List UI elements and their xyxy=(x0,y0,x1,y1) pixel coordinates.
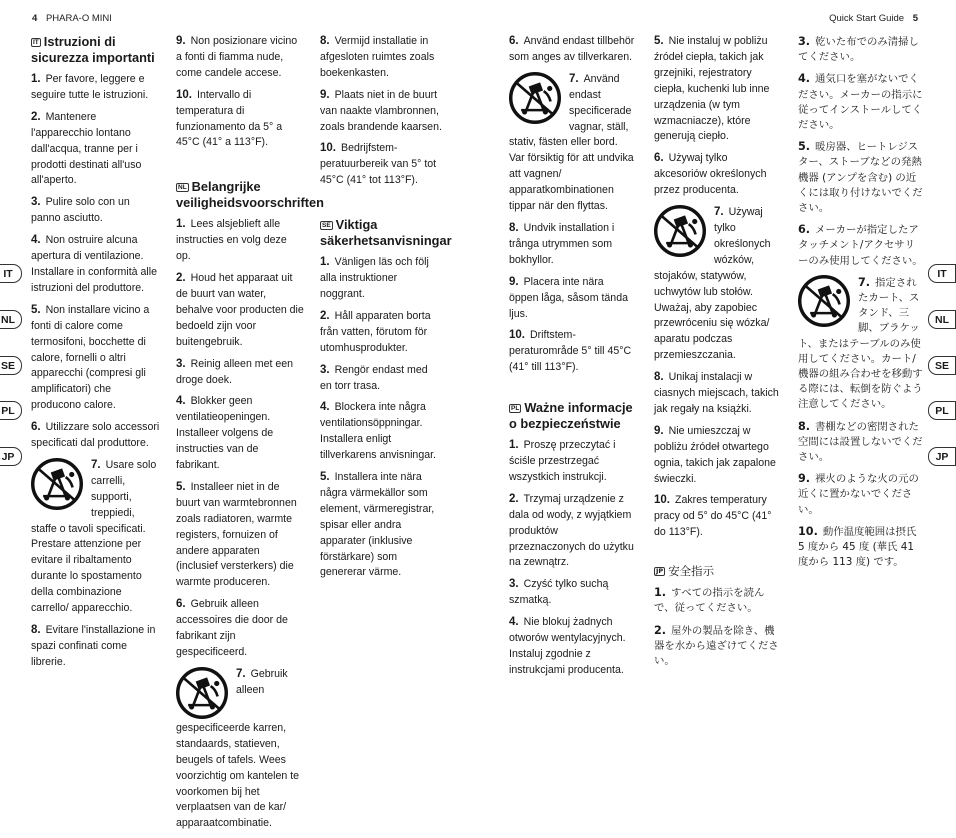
pl-item-9: 9. Nie umieszczaj w pobliżu źródeł otwartego ognia, takich jak zapalone świeczki. xyxy=(654,424,776,485)
left-page-header xyxy=(32,13,112,24)
nl-item-7a: 7. Gebruik alleen gespecificeerde karren, standaards, statieven, beugels of tafels. Wees voorzichtig om kantelen te voorkomen bij het verplaatsen van de kar/ apparaatcombinatie. xyxy=(176,667,300,830)
pl-item-3: 3. Czyść tylko suchą szmatką. xyxy=(509,578,609,607)
nl-item-1: 1. Lees alsjeblieft alle instructies en volg deze op. xyxy=(176,218,287,263)
nl-item-4: 4. Blokker geen ventilatieopeningen. Installeer volgens de instructies van de fabrikant. xyxy=(176,395,274,472)
lang-tag-it: IT xyxy=(33,39,39,46)
se-item-4: 4. Blockera inte några ventilationsöppningar. Installera enligt tillverkarens anvisningar. xyxy=(320,401,436,462)
se-item-8: 8. Undvik installation i trånga utrymmen som bokhyllor. xyxy=(509,221,615,266)
jp-item-9: 9. 裸火のような火の元の近くに置かないでください。 xyxy=(798,472,919,516)
it-item-5: 5. Non installare vicino a fonti di calore come termosifoni, bocchette di calore, fornelli o altri apparecchi (compresi gli amplificatori) che producono calore. xyxy=(31,303,150,412)
se-item-2: 2. Håll apparaten borta från vatten, förutom för utomhusprodukter. xyxy=(320,309,431,354)
lang-tag-se: SE xyxy=(322,222,331,230)
it-item-2: 2. Mantenere l'apparecchio lontano dall'acqua, tranne per i prodotti destinati all'uso all'aperto. xyxy=(31,110,142,187)
cart-tip-over-warning-icon xyxy=(176,667,228,719)
column-1 xyxy=(31,34,161,677)
section-title-se: SE Viktiga säkerhetsanvisningar xyxy=(320,217,452,249)
column-4 xyxy=(509,34,635,685)
right-page-number: 5 xyxy=(912,13,918,24)
side-tab-jp-right: JP xyxy=(928,447,956,466)
jp-item-4: 4. 通気口を塞がないでください。メーカーの指示に従ってインストールしてください。 xyxy=(798,72,923,132)
nl-item-10: 10. Bedrijfstem-peratuurbereik van 5° tot 45°C (41° tot 113°F). xyxy=(320,142,437,187)
jp-item-1: 1. すべての指示を読んで、従ってください。 xyxy=(654,586,765,615)
side-tab-it-right: IT xyxy=(928,264,956,283)
jp-item-3: 3. 乾いた布でのみ清掃してください。 xyxy=(798,35,919,64)
nl-item-8: 8. Vermijd installatie in afgesloten ruimtes zoals boekenkasten. xyxy=(320,35,435,79)
it-item-4: 4. Non ostruire alcuna apertura di ventilazione. Installare in conformità alle istruzioni del produttore. xyxy=(31,234,158,294)
jp-item-7: 7. 指定されたカート、スタンド、三脚、ブラケット、またはテーブルのみ使用してください。カート/機器の組み合わせを移動する際には、転倒を防ぐよう注意してください。 xyxy=(798,275,923,411)
section-title-jp: JP 安全指示 xyxy=(656,564,715,579)
section-title-it: IT Istruzioni di sicurezza importanti xyxy=(31,34,155,65)
nl-item-9: 9. Plaats niet in de buurt van naakte vlambronnen, zoals brandende kaarsen. xyxy=(320,88,442,133)
se-item-9: 9. Placera inte nära öppen låga, såsom tända ljus. xyxy=(509,275,628,320)
jp-item-5: 5. 暖房器、ヒートレジスター、ストーブなどの発熱機器 (アンプを含む) の近くには取り付けないでください。 xyxy=(798,140,923,215)
jp-item-10: 10. 動作温度範囲は摂氏 5 度から 45 度 (華氏 41 度から 113 度) です。 xyxy=(798,524,917,569)
column-6 xyxy=(798,34,924,577)
section-title-pl: PL Ważne informacje o bezpieczeństwie xyxy=(509,400,633,432)
side-tab-nl: NL xyxy=(0,310,22,329)
it-item-9: 9. Non posizionare vicino a fonti di fiamma nude, come candele accese. xyxy=(176,35,298,79)
lang-tag-jp: JP xyxy=(656,567,664,576)
right-page-header xyxy=(829,13,918,24)
column-2 xyxy=(176,34,324,838)
pl-item-7: 7. Używaj tylko określonych wózków, stojaków, statywów, uchwytów lub stołów. Uważaj, aby zapobiec przewróceniu się wózka/ aparatu podczas przemieszczania. xyxy=(654,206,771,362)
it-item-10: 10. Intervallo di temperatura di funzionamento da 5° a 45°C (41° a 113°F). xyxy=(176,88,283,149)
side-tab-it: IT xyxy=(0,264,22,283)
left-page-number: 4 xyxy=(32,13,38,24)
pl-item-10: 10. Zakres temperatury pracy od 5° do 45°C (41° do 113°F). xyxy=(654,494,772,539)
it-item-3: 3. Pulire solo con un panno asciutto. xyxy=(31,196,130,225)
side-tab-se-right: SE xyxy=(928,356,956,375)
se-item-1: 1. Vänligen läs och följ alla instruktioner noggrant. xyxy=(320,256,429,300)
side-tab-jp: JP xyxy=(0,447,22,466)
pl-item-6: 6. Używaj tylko akcesoriów określonych przez producenta. xyxy=(654,152,767,197)
column-5 xyxy=(654,34,781,675)
cart-tip-over-warning-icon xyxy=(31,458,83,510)
it-item-7: 7. Usare solo carrelli, supporti, treppiedi, staffe o tavoli specificati. Prestare attenzione per evitare il ribaltamento durante lo spostamento della combinazione carrello/ apparecchio. xyxy=(31,458,157,615)
right-page-title: Quick Start Guide xyxy=(829,13,905,24)
lang-tag-pl: PL xyxy=(511,405,520,413)
side-tab-nl-right: NL xyxy=(928,310,956,329)
cart-tip-over-warning-icon xyxy=(509,72,561,124)
se-item-10: 10. Driftstem-peraturområde 5° till 45°C (41° till 113°F). xyxy=(509,329,632,374)
side-tab-pl-right: PL xyxy=(928,401,956,420)
it-item-8: 8. Evitare l'installazione in spazi confinati come librerie. xyxy=(31,624,156,668)
cart-tip-over-warning-icon xyxy=(798,275,850,327)
side-tab-pl: PL xyxy=(0,401,22,420)
lang-tag-nl: NL xyxy=(178,184,187,192)
se-item-6: 6. Använd endast tillbehör som anges av tillverkaren. xyxy=(509,35,635,63)
jp-item-6: 6. メーカーが指定したアタッチメント/アクセサリーのみ使用してください。 xyxy=(798,223,923,267)
pl-item-8: 8. Unikaj instalacji w ciasnych miejscach, takich jak regały na książki. xyxy=(654,371,779,415)
column-3 xyxy=(320,34,452,587)
it-item-1: 1. Per favore, leggere e seguire tutte le istruzioni. xyxy=(31,73,149,101)
nl-item-5: 5. Installeer niet in de buurt van warmtebronnen zoals radiatoren, warmte registers, fornuizen of andere apparaten (inclusief versterkers) die warmte produceren. xyxy=(176,480,297,589)
side-tab-se: SE xyxy=(0,356,22,375)
pl-item-5: 5. Nie instaluj w pobliżu źródeł ciepła, takich jak grzejniki, rejestratory ciepła, kuchenki lub inne urządzenia (w tym wzmacniacze), które generują ciepło. xyxy=(654,35,770,143)
pl-item-4: 4. Nie blokuj żadnych otworów wentylacyjnych. Instaluj zgodnie z instrukcjami producenta. xyxy=(509,616,626,676)
nl-item-6: 6. Gebruik alleen accessoires die door de fabrikant zijn gespecificeerd. xyxy=(176,598,288,658)
se-item-3: 3. Rengör endast med en torr trasa. xyxy=(320,363,428,392)
jp-item-8: 8. 書棚などの密閉された空間には設置しないでください。 xyxy=(798,419,923,464)
cart-tip-over-warning-icon xyxy=(654,205,706,257)
nl-item-2: 2. Houd het apparaat uit de buurt van water, behalve voor producten die bedoeld zijn voor buitengebruik. xyxy=(176,272,304,348)
left-page-title: PHARA-O MINI xyxy=(45,13,112,24)
nl-item-3: 3. Reinig alleen met een droge doek. xyxy=(176,357,294,386)
section-title-nl: NL Belangrijke veiligheidsvoorschriften xyxy=(176,179,324,211)
se-item-7: 7. Använd endast specificerade vagnar, ställ, stativ, fästen eller bord. Var försiktig för att undvika att vagnen/ apparatkombinationen tippar när den flyttas. xyxy=(509,72,634,213)
jp-item-2: 2. 屋外の製品を除き、機器を水から遠ざけてください。 xyxy=(654,623,779,667)
it-item-6: 6. Utilizzare solo accessori specificati dal produttore. xyxy=(31,421,160,450)
se-item-5: 5. Installera inte nära några värmekällor som element, värmeregistrar, spisar eller andra apparater (inklusive förstärkare) som genererar värme. xyxy=(320,471,435,579)
pl-item-2: 2. Trzymaj urządzenie z dala od wody, z wyjątkiem produktów przeznaczonych do użytku na zewnątrz. xyxy=(509,492,634,569)
pl-item-1: 1. Proszę przeczytać i ściśle przestrzegać wszystkich instrukcji. xyxy=(509,439,616,483)
